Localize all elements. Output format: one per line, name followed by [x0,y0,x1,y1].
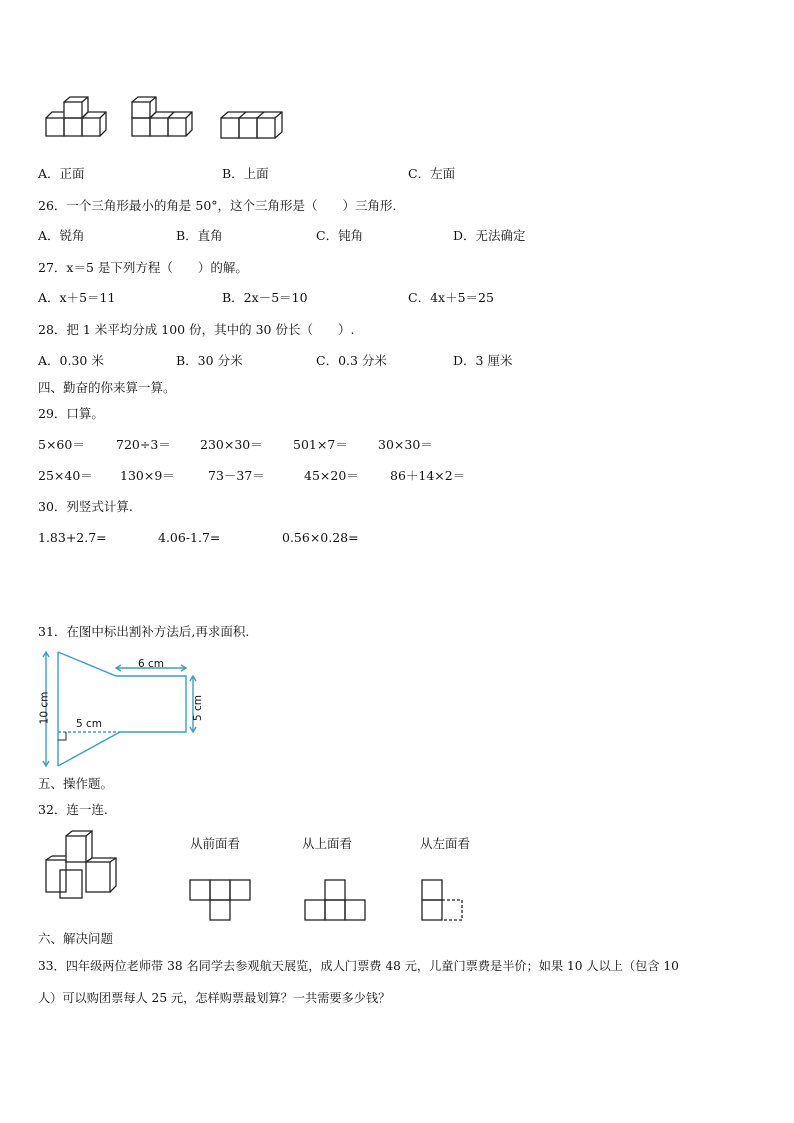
q30-item-1: 1.83+2.7= [38,530,107,545]
q27-option-a[interactable]: A．x＋5＝11 [38,290,116,305]
section-5-title: 五、操作题。 [38,776,114,791]
q31-label-top: 6 cm [138,658,165,670]
q26-option-c[interactable]: C．钝角 [316,228,364,243]
q26-option-b[interactable]: B．直角 [176,228,223,243]
q30-item-3: 0.56×0.28= [282,530,359,545]
q30-item-2: 4.06-1.7= [158,530,221,545]
q28-option-c[interactable]: C．0.3 分米 [316,353,387,368]
q32-view-shape-3 [420,878,468,922]
q28-question: 28．把 1 米平均分成 100 份，其中的 30 份长（ ）. [38,322,355,337]
q32-question: 32．连一连. [38,802,108,817]
q28-option-a[interactable]: A．0.30 米 [38,353,104,368]
q29-r2-c5: 86＋14×2＝ [390,468,466,483]
q33-line-1: 33．四年级两位老师带 38 名同学去参观航天展览，成人门票费 48 元，儿童门票费是半价；如果 10 人以上（包含 10 [38,959,679,973]
q25-option-b[interactable]: B．上面 [222,166,269,181]
q29-r2-c3: 73－37＝ [208,468,265,483]
q26-option-a[interactable]: A．锐角 [38,228,85,243]
q28-option-b[interactable]: B．30 分米 [176,353,243,368]
q32-solid-figure [44,834,124,900]
q25-figure-3 [219,110,285,144]
q32-view-shape-1 [188,878,252,922]
q25-option-c[interactable]: C．左面 [408,166,456,181]
q32-view-top-label: 从上面看 [302,836,353,851]
q31-label-inner: 5 cm [76,718,103,730]
q25-figure-2 [130,96,196,144]
q25-figure-1 [44,96,108,144]
q27-option-b[interactable]: B．2x－5＝10 [222,290,308,305]
q29-r2-c2: 130×9＝ [120,468,175,483]
q32-view-front-label: 从前面看 [190,836,241,851]
q28-option-d[interactable]: D．3 厘米 [453,353,513,368]
q29-r1-c2: 720÷3＝ [116,437,171,452]
q27-option-c[interactable]: C．4x＋5＝25 [408,290,494,305]
q29-question: 29．口算。 [38,406,104,421]
q27-question: 27．x＝5 是下列方程（ ）的解。 [38,260,248,275]
q29-r1-c5: 30×30＝ [378,437,433,452]
q25-option-a[interactable]: A．正面 [38,166,85,181]
q29-r1-c3: 230×30＝ [200,437,263,452]
q26-option-d[interactable]: D．无法确定 [453,228,526,243]
section-6-title: 六、解决问题 [38,931,114,946]
q29-r2-c1: 25×40＝ [38,468,93,483]
q29-r2-c4: 45×20＝ [304,468,359,483]
q31-figure [36,648,216,772]
q32-view-shape-2 [303,878,367,922]
q31-label-right: 5 cm [192,694,205,722]
q33-line-2: 人）可以购团票每人 25 元，怎样购票最划算？一共需要多少钱？ [38,991,391,1005]
q31-label-left: 10 cm [38,691,51,725]
q32-view-left-label: 从左面看 [420,836,471,851]
q31-question: 31．在图中标出割补方法后,再求面积. [38,624,250,639]
q29-r1-c4: 501×7＝ [293,437,348,452]
q26-question: 26．一个三角形最小的角是 50°，这个三角形是（ ）三角形． [38,198,406,213]
q29-r1-c1: 5×60＝ [38,437,85,452]
q30-question: 30．列竖式计算. [38,499,133,514]
section-4-title: 四、勤奋的你来算一算。 [38,380,176,395]
